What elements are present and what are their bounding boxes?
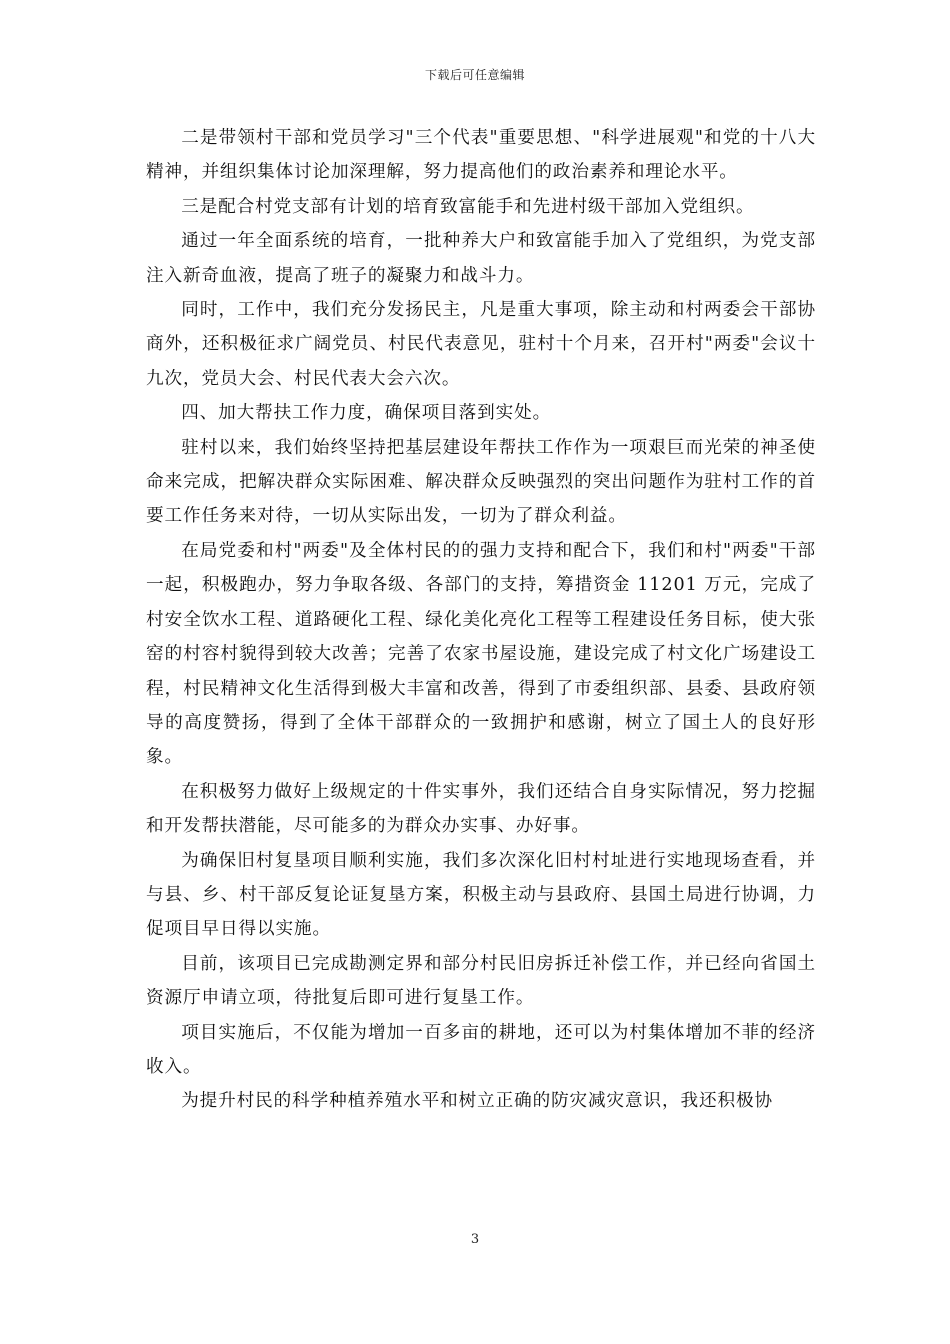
paragraph-6: 驻村以来，我们始终坚持把基层建设年帮扶工作作为一项艰巨而光荣的神圣使命来完成，把解决群众实际困难、解决群众反映强烈的突出问题作为驻村工作的首要工作任务来对待，一切从实际出发，一切为了群众利益。 [146, 437, 816, 527]
paragraph-7: 在局党委和村"两委"及全体村民的的强力支持和配合下，我们和村"两委"干部一起，积极跑办，努力争取各级、各部门的支持，筹措资金 11201 万元，完成了村安全饮水工程、道路硬化工程、绿化美化亮化工程等工程建设任务目标，使大张窑的村容村貌得到较大改善；完善了农家书屋设施，建设完成了村文化广场建设工程，村民精神文化生活得到极大丰富和改善，得到了市委组织部、县委、县政府领导的高度赞扬，得到了全体干部群众的一致拥护和感谢，树立了国土人的良好形象。 [146, 540, 816, 768]
document-body [146, 121, 816, 1119]
paragraph-9: 为确保旧村复垦项目顺利实施，我们多次深化旧村村址进行实地现场查看，并与县、乡、村干部反复论证复垦方案，积极主动与县政府、县国土局进行协调，力促项目早日得以实施。 [146, 850, 816, 940]
paragraph-1: 二是带领村干部和党员学习"三个代表"重要思想、"科学进展观"和党的十八大精神，并组织集体讨论加深理解，努力提高他们的政治素养和理论水平。 [146, 128, 816, 183]
paragraph-12: 为提升村民的科学种植养殖水平和树立正确的防灾减灾意识，我还积极协 [181, 1091, 773, 1112]
paragraph-8: 在积极努力做好上级规定的十件实事外，我们还结合自身实际情况，努力挖掘和开发帮扶潜能，尽可能多的为群众办实事、办好事。 [146, 781, 816, 837]
page-number: 3 [470, 1232, 480, 1247]
paragraph-2: 三是配合村党支部有计划的培育致富能手和先进村级干部加入党组织。 [181, 196, 755, 217]
paragraph-11: 项目实施后，不仅能为增加一百多亩的耕地，还可以为村集体增加不菲的经济收入。 [146, 1022, 816, 1077]
paragraph-3: 通过一年全面系统的培育，一批种养大户和致富能手加入了党组织，为党支部注入新奇血液，提高了班子的凝聚力和战斗力。 [146, 231, 816, 286]
section-heading-4: 四、加大帮扶工作力度，确保项目落到实处。 [181, 403, 552, 424]
paragraph-4: 同时，工作中，我们充分发扬民主，凡是重大事项，除主动和村两委会干部协商外，还积极征求广阔党员、村民代表意见，驻村十个月来，召开村"两委"会议十九次，党员大会、村民代表大会六次。 [146, 300, 816, 389]
page-header: 下载后可任意编辑 [424, 68, 525, 82]
paragraph-10: 目前，该项目已完成勘测定界和部分村民旧房拆迁补偿工作，并已经向省国土资源厅申请立项，待批复后即可进行复垦工作。 [146, 953, 816, 1009]
